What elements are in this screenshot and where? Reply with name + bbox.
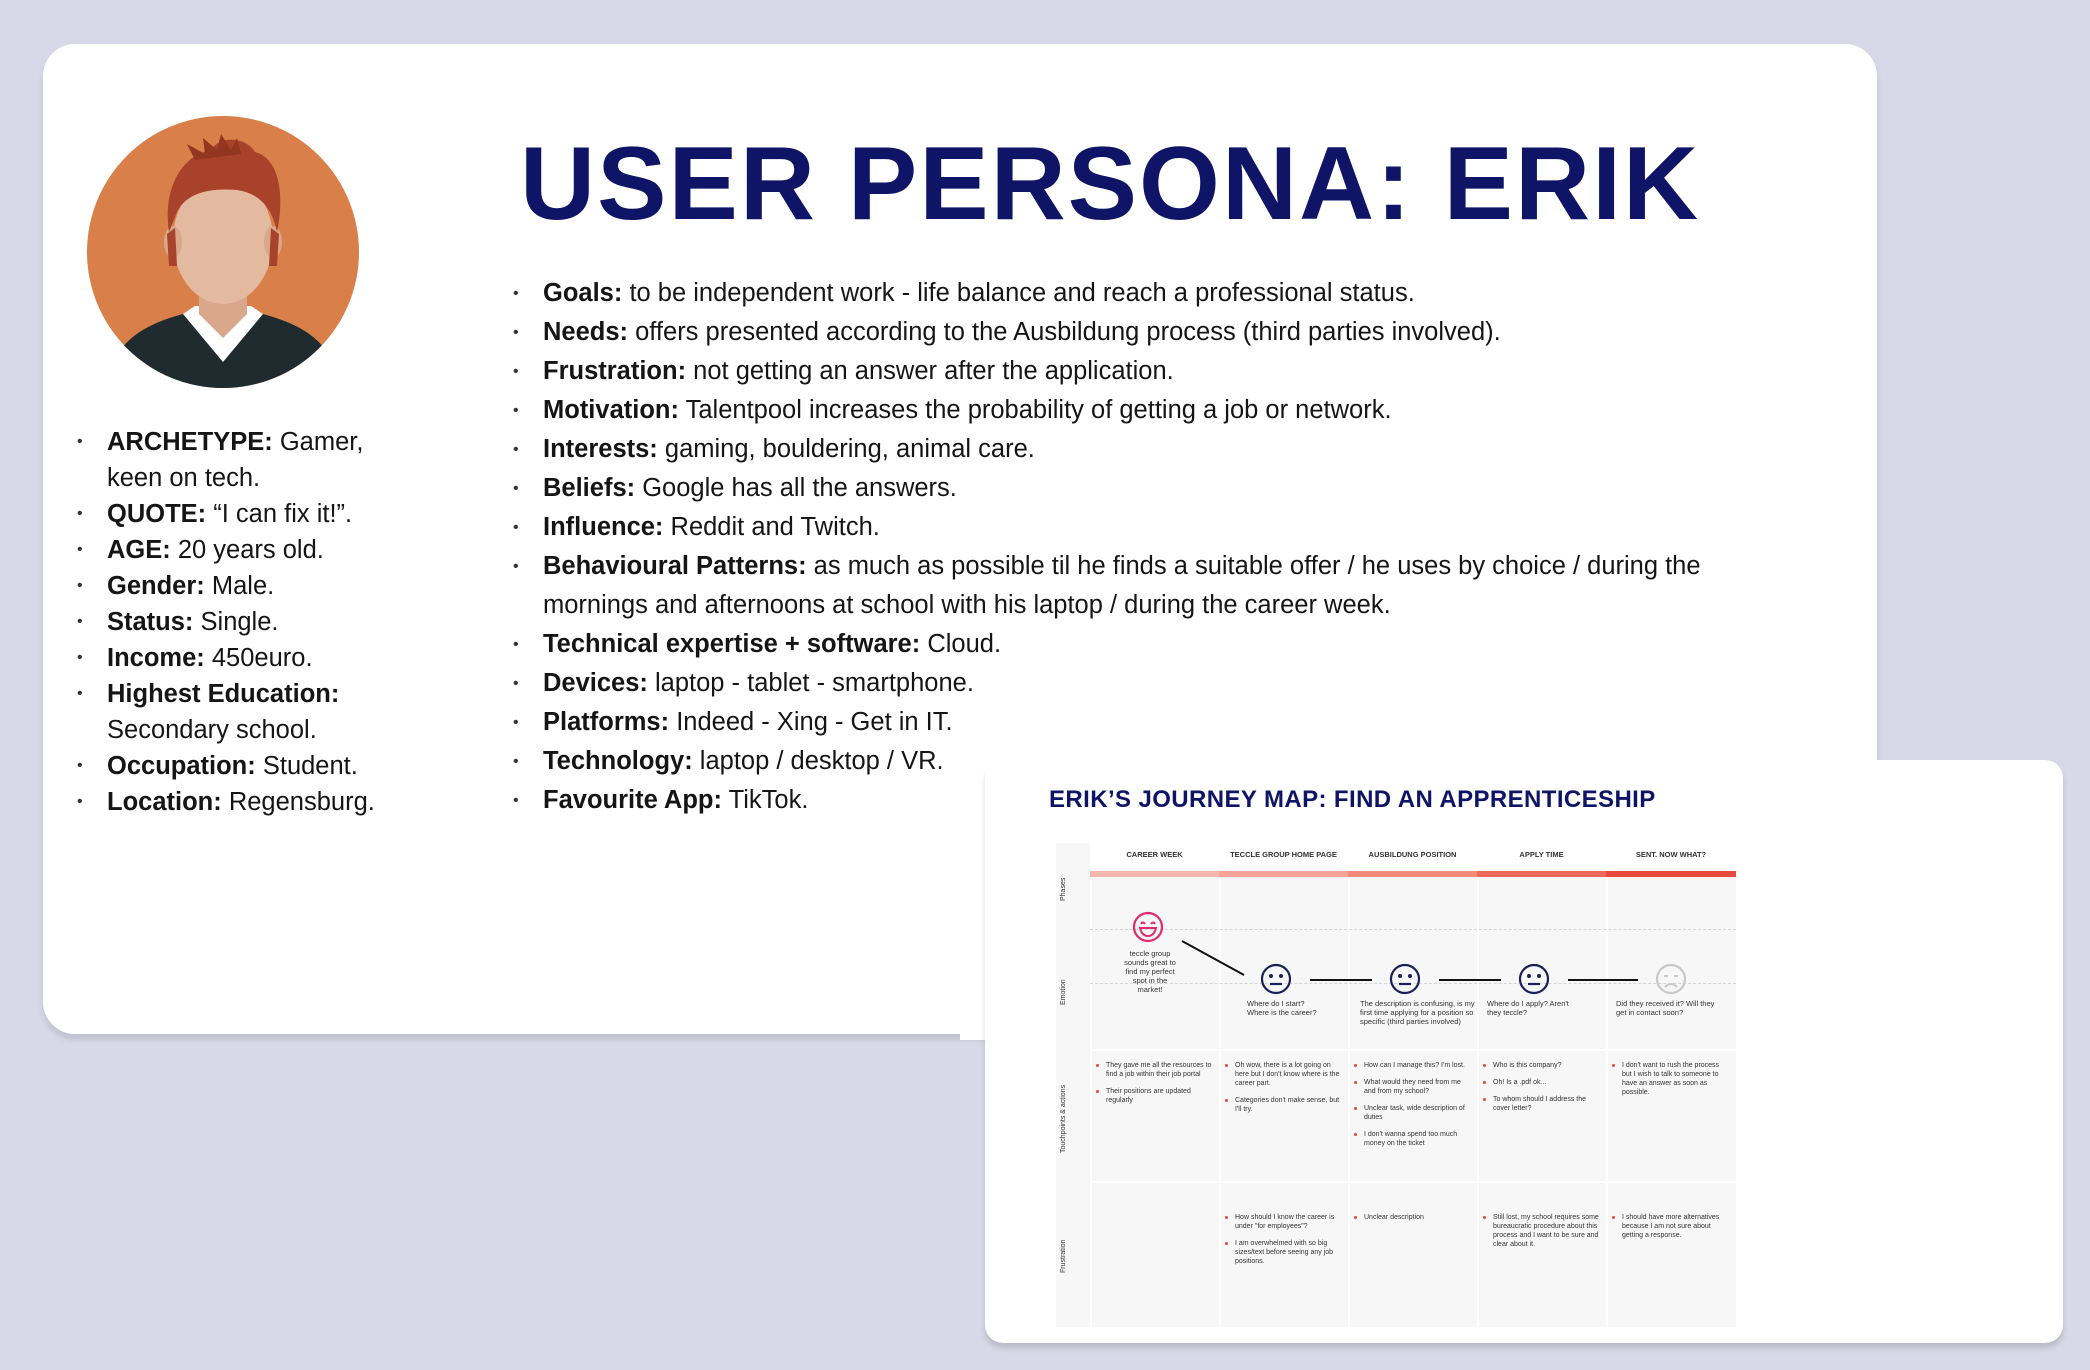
frustrations-list: [1225, 1213, 1343, 1274]
touchpoint-item: To whom should I address the cover letter?: [1483, 1095, 1601, 1113]
emotion-note: Where do I start? Where is the career?: [1247, 999, 1317, 1017]
details-list: [513, 274, 1703, 820]
item-value: Regensburg.: [221, 788, 375, 816]
frustrations-list: [1612, 1213, 1730, 1248]
row-label-emotion: Emotion: [1060, 979, 1067, 1005]
item-value: “I can fix it!”.: [206, 500, 353, 528]
demographics-item: [77, 496, 407, 532]
details-item: [513, 313, 1703, 352]
frustration-item: I should have more alternatives because I am not sure about getting a response.: [1612, 1213, 1730, 1240]
item-label: AGE:: [107, 536, 171, 564]
details-item: [513, 391, 1703, 430]
emotion-connector: [1182, 941, 1244, 975]
item-label: Income:: [107, 644, 205, 672]
item-value: Cloud.: [920, 630, 1002, 658]
touchpoint-item: Categories don't make sense, but I'll try.: [1225, 1096, 1343, 1114]
demographics-list: [77, 424, 407, 820]
demographics-item: [77, 604, 407, 640]
details-item: [513, 664, 1703, 703]
item-value: Indeed - Xing - Get in IT.: [669, 708, 953, 736]
details-item: [513, 352, 1703, 391]
persona-title: USER PERSONA: ERIK: [520, 126, 1701, 242]
details-item: [513, 508, 1703, 547]
emotion-note: Where do I apply? Aren't they teccle?: [1487, 999, 1569, 1017]
neutral-face-icon: [1389, 963, 1421, 995]
item-value: to be independent work - life balance and reach a professional status.: [622, 279, 1415, 307]
touchpoint-item: Who is this company?: [1483, 1061, 1601, 1070]
journey-map-card: [985, 760, 2063, 1343]
demographics-item: [77, 784, 407, 820]
item-label: Influence:: [543, 513, 664, 541]
item-value: 20 years old.: [170, 536, 324, 564]
journey-map-title: ERIK’S JOURNEY MAP: FIND AN APPRENTICESHIP: [1049, 786, 1656, 813]
phase-header: APPLY TIME: [1477, 843, 1606, 877]
phase-header: TECCLE GROUP HOME PAGE: [1219, 843, 1348, 877]
emotion-note: Did they received it? Will they get in contact soon?: [1616, 999, 1715, 1017]
item-value: Secondary school.: [107, 716, 317, 744]
frustrations-list: [1483, 1213, 1601, 1257]
details-item: [513, 430, 1703, 469]
phase-header: AUSBILDUNG POSITION: [1348, 843, 1477, 877]
touchpoint-item: I don't wanna spend too much money on the ticket: [1354, 1130, 1472, 1148]
details-item: [513, 469, 1703, 508]
item-label: Technical expertise + software:: [543, 630, 921, 658]
touchpoint-item: Oh wow, there is a lot going on here but I don't know where is the career part.: [1225, 1061, 1343, 1088]
frustration-item: Unclear description: [1354, 1213, 1472, 1222]
item-label: Goals:: [543, 279, 623, 307]
item-label: Needs:: [543, 318, 629, 346]
item-label: Technology:: [543, 747, 693, 775]
frustrations-list: [1354, 1213, 1472, 1230]
demographics-item: [77, 532, 407, 568]
item-label: Motivation:: [543, 396, 679, 424]
happy-face-icon: [1132, 911, 1164, 943]
item-label: Frustration:: [543, 357, 687, 385]
item-value: Gamer, keen on tech.: [107, 428, 364, 492]
neutral-face-icon: [1260, 963, 1292, 995]
item-value: offers presented according to the Ausbildung process (third parties involved).: [628, 318, 1501, 346]
touchpoint-item: I don't want to rush the process but I wish to talk to someone to have an answer as soon as possible.: [1612, 1061, 1730, 1097]
item-label: Highest Education:: [107, 680, 340, 708]
details-item: [513, 547, 1703, 625]
item-label: Location:: [107, 788, 222, 816]
item-value: Google has all the answers.: [635, 474, 957, 502]
touchpoints-list: [1225, 1061, 1343, 1122]
item-label: ARCHETYPE:: [107, 428, 273, 456]
demographics-item: [77, 640, 407, 676]
touchpoint-item: What would they need from me and from my school?: [1354, 1078, 1472, 1096]
touchpoint-item: Their positions are updated regularly: [1096, 1087, 1214, 1105]
details-item: [513, 274, 1703, 313]
item-value: not getting an answer after the application.: [686, 357, 1174, 385]
touchpoint-item: How can I manage this? I'm lost.: [1354, 1061, 1472, 1070]
touchpoint-item: Oh! Is a .pdf ok...: [1483, 1078, 1601, 1087]
item-value: Reddit and Twitch.: [663, 513, 880, 541]
item-label: QUOTE:: [107, 500, 207, 528]
item-label: Status:: [107, 608, 194, 636]
frustration-item: I am overwhelmed with so big sizes/text before seeing any job positions.: [1225, 1239, 1343, 1266]
touchpoint-item: Unclear task, wide description of duties: [1354, 1104, 1472, 1122]
item-value: as much as possible til he finds a suitable offer / he uses by choice / during the mornings and afternoons at school with his laptop / during the career week.: [543, 552, 1701, 619]
item-value: Male.: [204, 572, 275, 600]
touchpoints-list: [1096, 1061, 1214, 1113]
item-value: laptop / desktop / VR.: [692, 747, 944, 775]
item-label: Beliefs:: [543, 474, 636, 502]
neutral-face-icon: [1518, 963, 1550, 995]
emotion-note: teccle group sounds great to find my perfect spot in the market!: [1124, 949, 1176, 994]
item-label: Devices:: [543, 669, 648, 697]
item-value: Single.: [193, 608, 279, 636]
item-label: Occupation:: [107, 752, 256, 780]
item-value: gaming, bouldering, animal care.: [657, 435, 1035, 463]
phase-header: CAREER WEEK: [1090, 843, 1219, 877]
frustration-item: How should I know the career is under "for employees"?: [1225, 1213, 1343, 1231]
item-label: Behavioural Patterns:: [543, 552, 807, 580]
item-label: Interests:: [543, 435, 658, 463]
touchpoints-list: [1612, 1061, 1730, 1105]
item-label: Gender:: [107, 572, 205, 600]
row-label-frustration: Frustration: [1060, 1239, 1067, 1273]
phase-header: SENT. NOW WHAT?: [1606, 843, 1736, 877]
item-value: 450euro.: [204, 644, 313, 672]
item-label: Platforms:: [543, 708, 670, 736]
demographics-item: [77, 568, 407, 604]
touchpoints-list: [1354, 1061, 1472, 1156]
demographics-item: [77, 748, 407, 784]
details-item: [513, 625, 1703, 664]
journey-map-table: [1056, 843, 1736, 1327]
item-value: TikTok.: [721, 786, 809, 814]
row-label-touchpoints: Touchpoints & actions: [1060, 1084, 1067, 1153]
sad-face-icon: [1655, 963, 1687, 995]
item-label: Favourite App:: [543, 786, 722, 814]
avatar: [87, 116, 359, 388]
item-value: laptop - tablet - smartphone.: [647, 669, 974, 697]
item-value: Student.: [255, 752, 358, 780]
item-value: Talentpool increases the probability of getting a job or network.: [678, 396, 1392, 424]
touchpoint-item: They gave me all the resources to find a job within their job portal: [1096, 1061, 1214, 1079]
emotion-note: The description is confusing, is my first time applying for a position so specific (third parties involved): [1360, 999, 1475, 1026]
demographics-item: [77, 424, 407, 496]
row-divider: [1090, 1181, 1736, 1183]
row-label-phases: Phases: [1060, 877, 1067, 901]
details-item: [513, 703, 1703, 742]
touchpoints-list: [1483, 1061, 1601, 1121]
frustration-item: Still lost, my school requires some bureaucratic procedure about this process and I want to be sure and clear about it.: [1483, 1213, 1601, 1249]
demographics-item: [77, 676, 407, 748]
